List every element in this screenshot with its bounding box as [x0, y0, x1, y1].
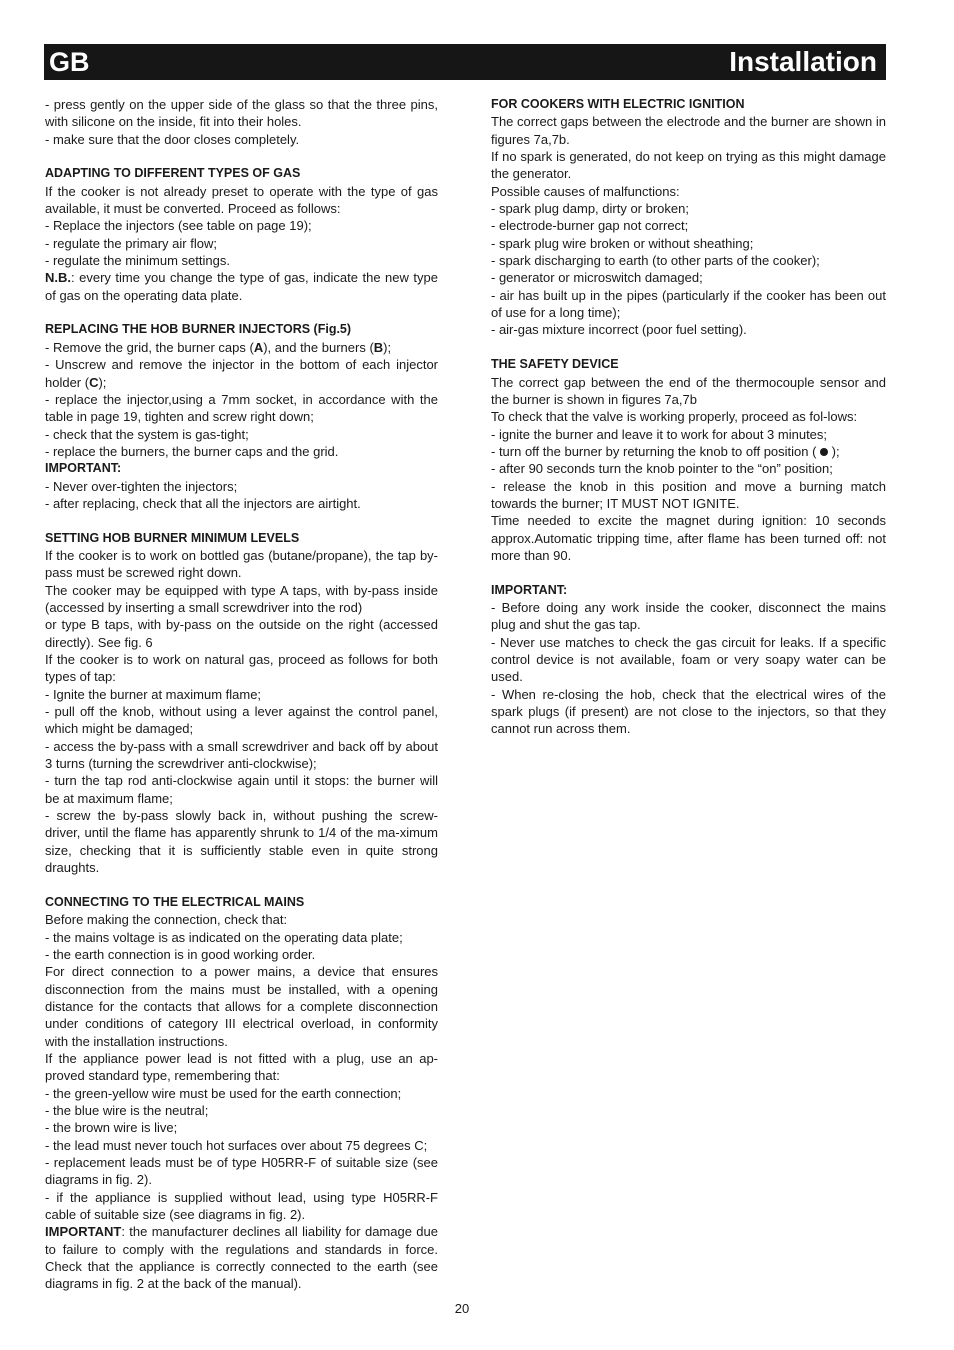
list-item: - regulate the minimum settings.	[45, 253, 230, 269]
list-item: - after replacing, check that all the injectors are airtight.	[45, 495, 361, 511]
section-heading-electrical-mains: CONNECTING TO THE ELECTRICAL MAINS	[45, 894, 305, 909]
note-label: N.B.	[45, 270, 71, 286]
list-item: - Before doing any work inside the cooker, disconnect the mains plug and shut the gas tap.	[491, 599, 886, 633]
text: : the manufacturer declines all liability for damage due to failure to comply with the regulations and standards in force. Check that the appliance is correctly connected to the earth (see diagrams in fig. 2 at the back of the manual).	[45, 1224, 438, 1292]
paragraph: Possible causes of malfunctions:	[491, 183, 680, 199]
section-heading-safety-device: THE SAFETY DEVICE	[491, 357, 619, 372]
label-b: B	[373, 339, 384, 355]
list-item: - electrode-burner gap not correct;	[491, 218, 689, 234]
list-item: - access the by-pass with a small screwdriver and back off by about 3 turns (turning the screwdriver anti-clockwise);	[45, 738, 438, 772]
list-item: - generator or microswitch damaged;	[491, 270, 703, 286]
off-position-dot-icon	[820, 448, 828, 456]
section-heading-electric-ignition: FOR COOKERS WITH ELECTRIC IGNITION	[491, 97, 745, 111]
paragraph: To check that the valve is working properly, proceed as fol-lows:	[491, 409, 858, 425]
list-item: - pull off the knob, without using a lever against the control panel, which might be damaged;	[45, 704, 438, 737]
left-column	[45, 96, 438, 1293]
note-paragraph	[45, 269, 438, 304]
list-item: - turn the tap rod anti-clockwise again until it stops: the burner will be at maximum flame;	[45, 773, 438, 806]
text: );	[828, 443, 840, 459]
list-item: - screw the by-pass slowly back in, without pushing the screw-driver, until the flame has apparently shrunk to 1/4 of the ma-ximum size, checking that it is sufficiently stable even in quite strong draughts.	[45, 808, 438, 876]
text: );	[98, 374, 107, 390]
label-c: C	[89, 374, 99, 390]
paragraph: For direct connection to a power mains, a device that ensures disconnection from the mains must be installed, with a opening distance for the contacts that allows for a complete disconnection under conditions of category III electrical overload, in conformity with the installation instructions.	[45, 964, 438, 1049]
section-heading-minimum-levels: SETTING HOB BURNER MINIMUM LEVELS	[45, 530, 300, 545]
list-item	[45, 339, 438, 356]
list-item: - replace the burners, the burner caps and the grid.	[45, 443, 339, 459]
list-item: - release the knob in this position and move a burning match towards the burner; IT MUST NOT IGNITE.	[491, 478, 886, 511]
important-label: IMPORTANT:	[45, 461, 122, 476]
text: ), and the burners (	[263, 339, 374, 355]
page-number: 20	[454, 1301, 470, 1316]
list-item: - air-gas mixture incorrect (poor fuel setting).	[491, 322, 747, 338]
paragraph: or type B taps, with by-pass on the outside on the right (accessed directly). See fig. 6	[45, 617, 438, 650]
list-item: - spark plug wire broken or without sheathing;	[491, 235, 754, 251]
text: - Unscrew and remove the injector in the bottom of each injector holder (	[45, 357, 438, 390]
paragraph: - make sure that the door closes completely.	[45, 131, 300, 147]
paragraph: - press gently on the upper side of the glass so that the three pins, with silicone on the inside, fit into their holes.	[45, 97, 438, 130]
paragraph: The correct gaps between the electrode and the burner are shown in figures 7a,7b.	[491, 114, 886, 147]
list-item: - the green-yellow wire must be used for the earth connection;	[45, 1085, 402, 1101]
list-item: - Ignite the burner at maximum flame;	[45, 686, 262, 702]
list-item: - spark discharging to earth (to other parts of the cooker);	[491, 253, 820, 269]
page-title: Installation	[729, 46, 877, 77]
list-item: - if the appliance is supplied without lead, using type H05RR-F cable of suitable size (see diagrams in fig. 2).	[45, 1189, 438, 1222]
text: );	[383, 339, 392, 355]
section-heading-replacing-injectors: REPLACING THE HOB BURNER INJECTORS (Fig.5)	[45, 322, 352, 337]
section-heading-important: IMPORTANT:	[491, 582, 568, 597]
paragraph: Time needed to excite the magnet during ignition: 10 seconds approx.Automatic tripping time, after flame has been turned off: not more than 90.	[491, 513, 886, 563]
note-text: : every time you change the type of gas, indicate the new type of gas on the operating data plate.	[45, 270, 438, 303]
list-item: - the earth connection is in good working order.	[45, 946, 316, 962]
page-header	[44, 44, 886, 80]
important-paragraph	[45, 1223, 438, 1292]
list-item: - replace the injector,using a 7mm socket, in accordance with the table in page 19, tighten and screw right down;	[45, 391, 438, 425]
paragraph: If the cooker is not already preset to operate with the type of gas available, it must be converted. Proceed as follows:	[45, 183, 438, 217]
paragraph: The correct gap between the end of the thermocouple sensor and the burner is shown in figures 7a,7b	[491, 374, 886, 407]
list-item: - after 90 seconds turn the knob pointer to the “on” position;	[491, 461, 833, 477]
list-item: - replacement leads must be of type H05RR-F of suitable size (see diagrams in fig. 2).	[45, 1154, 438, 1188]
text: - turn off the burner by returning the knob to off position (	[491, 443, 821, 459]
text: - Remove the grid, the burner caps (	[45, 339, 254, 355]
list-item: - the brown wire is live;	[45, 1120, 178, 1136]
list-item: - air has built up in the pipes (particularly if the cooker has been out of use for a long time);	[491, 287, 886, 321]
paragraph: If the appliance power lead is not fitted with a plug, use an ap-proved standard type, remembering that:	[45, 1050, 438, 1084]
important-label: IMPORTANT	[45, 1224, 122, 1240]
list-item: - When re-closing the hob, check that the electrical wires of the spark plugs (if present) are not close to the injectors, so that they cannot run across them.	[491, 686, 886, 737]
label-a: A	[253, 339, 264, 355]
list-item: - ignite the burner and leave it to work for about 3 minutes;	[491, 426, 828, 442]
paragraph: Before making the connection, check that:	[45, 912, 288, 928]
right-column	[491, 96, 886, 738]
list-item: - check that the system is gas-tight;	[45, 426, 249, 442]
list-item: - the lead must never touch hot surfaces over about 75 degrees C;	[45, 1137, 428, 1153]
section-heading-adapting-gas: ADAPTING TO DIFFERENT TYPES OF GAS	[45, 166, 301, 181]
list-item: - Never use matches to check the gas circuit for leaks. If a specific control device is not available, foam or very soapy water can be used.	[491, 634, 886, 685]
list-item: - the blue wire is the neutral;	[45, 1102, 209, 1118]
list-item: - regulate the primary air flow;	[45, 235, 217, 251]
paragraph: If no spark is generated, do not keep on trying as this might damage the generator.	[491, 149, 886, 182]
list-item: - spark plug damp, dirty or broken;	[491, 201, 689, 217]
list-item	[491, 443, 886, 460]
paragraph: The cooker may be equipped with type A taps, with by-pass inside (accessed by inserting a small screwdriver into the rod)	[45, 582, 438, 615]
paragraph: If the cooker is to work on natural gas, proceed as follows for both types of tap:	[45, 652, 438, 685]
list-item: - Never over-tighten the injectors;	[45, 478, 238, 494]
list-item: - the mains voltage is as indicated on the operating data plate;	[45, 929, 403, 945]
list-item	[45, 356, 438, 391]
list-item: - Replace the injectors (see table on page 19);	[45, 218, 312, 234]
language-label: GB	[49, 47, 90, 77]
paragraph: If the cooker is to work on bottled gas (butane/propane), the tap by-pass must be screwed right down.	[45, 547, 438, 581]
